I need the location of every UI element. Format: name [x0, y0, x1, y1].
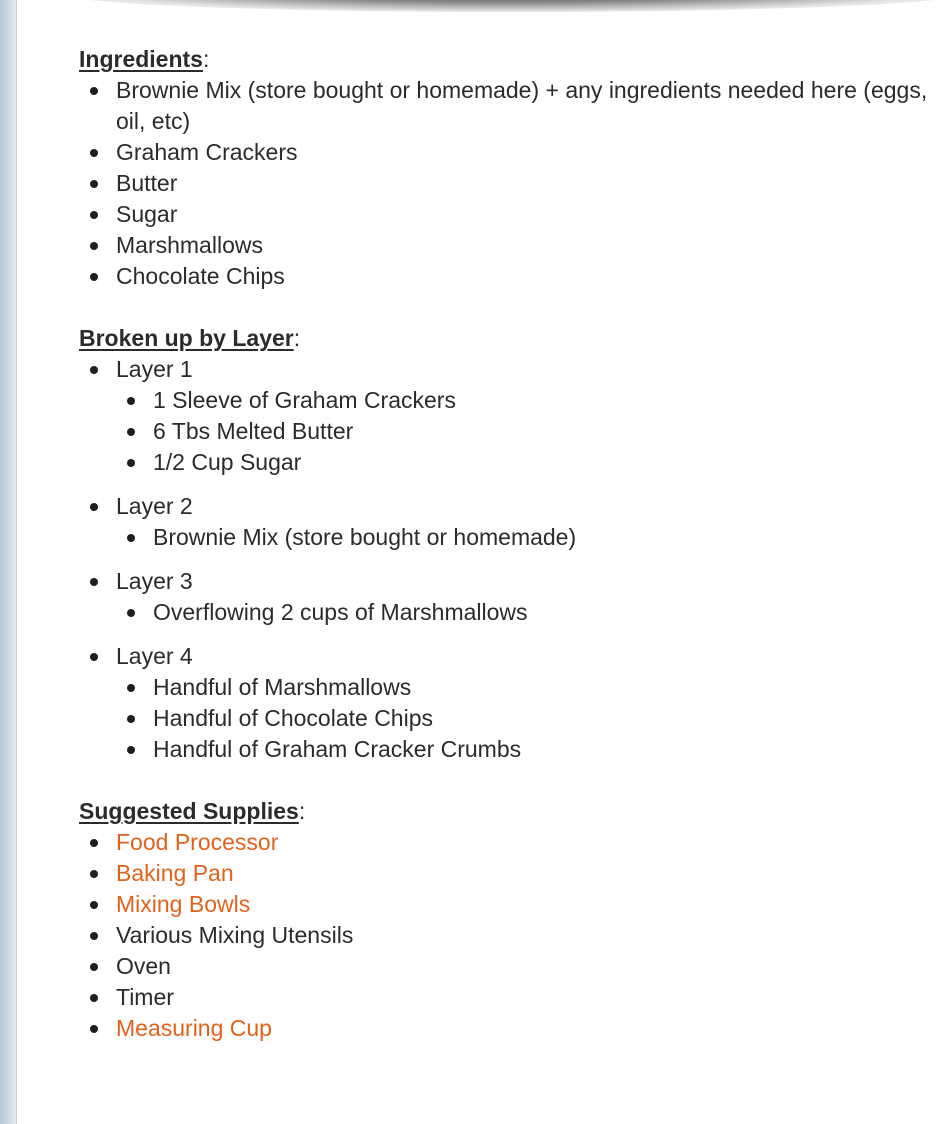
section-spacer: [79, 292, 934, 323]
measuring-cup-link[interactable]: Measuring Cup: [116, 1015, 272, 1041]
list-item: [116, 982, 934, 1013]
sublist-item: 1/2 Cup Sugar: [153, 447, 934, 478]
list-item: [116, 827, 934, 858]
section-spacer: [79, 765, 934, 796]
layer-sublist: [116, 672, 934, 765]
layers-heading: [79, 323, 934, 354]
layer-item: [116, 566, 934, 628]
layers-list: [79, 354, 934, 765]
sublist-item: Handful of Chocolate Chips: [153, 703, 934, 734]
sublist-item: 6 Tbs Melted Butter: [153, 416, 934, 447]
list-item: Chocolate Chips: [116, 261, 934, 292]
header-shadow: [62, 0, 942, 12]
list-item: [116, 920, 934, 951]
supply-text: Timer: [116, 984, 174, 1010]
list-item: Graham Crackers: [116, 137, 934, 168]
page-left-rail: [0, 0, 17, 1124]
layer-label: Layer 2: [116, 493, 193, 519]
layers-heading-colon: :: [293, 325, 301, 351]
list-item: [116, 951, 934, 982]
layer-item: [116, 491, 934, 553]
list-item: Brownie Mix (store bought or homemade) + any ingredients needed here (eggs, oil, etc): [116, 75, 934, 137]
food-processor-link[interactable]: Food Processor: [116, 829, 279, 855]
ingredients-heading-text: Ingredients: [79, 46, 203, 72]
ingredients-heading: [79, 44, 934, 75]
mixing-bowls-link[interactable]: Mixing Bowls: [116, 891, 251, 917]
layer-label: Layer 4: [116, 643, 193, 669]
list-item: Marshmallows: [116, 230, 934, 261]
list-item: Butter: [116, 168, 934, 199]
supplies-heading-colon: :: [298, 798, 306, 824]
sublist-item: Handful of Marshmallows: [153, 672, 934, 703]
sublist-item: Brownie Mix (store bought or homemade): [153, 522, 934, 553]
layer-sublist: [116, 597, 934, 628]
sublist-item: Overflowing 2 cups of Marshmallows: [153, 597, 934, 628]
sublist-item: Handful of Graham Cracker Crumbs: [153, 734, 934, 765]
list-item: [116, 889, 934, 920]
layer-sublist: [116, 522, 934, 553]
layers-heading-text: Broken up by Layer: [79, 325, 294, 351]
list-item: Sugar: [116, 199, 934, 230]
list-item: [116, 1013, 934, 1044]
layer-label: Layer 1: [116, 356, 193, 382]
sublist-item: 1 Sleeve of Graham Crackers: [153, 385, 934, 416]
layer-item: [116, 354, 934, 478]
supplies-heading: [79, 796, 934, 827]
supplies-list: [79, 827, 934, 1044]
ingredients-list: [79, 75, 934, 292]
list-item: [116, 858, 934, 889]
ingredients-heading-colon: :: [202, 46, 210, 72]
supply-text: Oven: [116, 953, 171, 979]
layer-sublist: [116, 385, 934, 478]
layer-item: [116, 641, 934, 765]
supplies-heading-text: Suggested Supplies: [79, 798, 299, 824]
baking-pan-link[interactable]: Baking Pan: [116, 860, 234, 886]
layer-label: Layer 3: [116, 568, 193, 594]
recipe-content: [79, 44, 934, 1044]
supply-text: Various Mixing Utensils: [116, 922, 354, 948]
